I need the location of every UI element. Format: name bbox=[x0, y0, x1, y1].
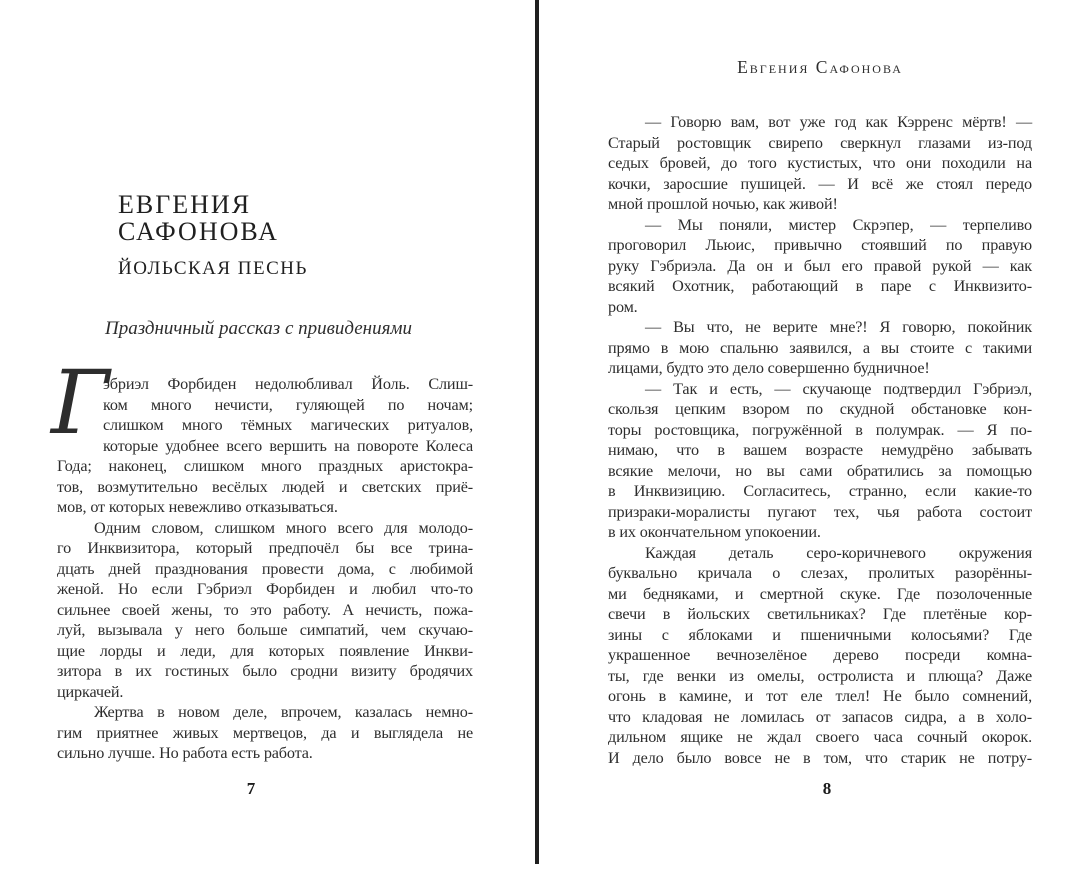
text-line: которые удобнее всего вершить на повороте Колеса bbox=[103, 436, 473, 455]
text-line: ми бедняками, и смертной скуке. Где позолоченные bbox=[608, 584, 1032, 603]
text-line: огонь в камине, и тот еле тлел! Не было сомнений, bbox=[608, 687, 1032, 705]
author-name-line1: ЕВГЕНИЯ bbox=[118, 190, 252, 219]
text-line: призраки-моралисты пугают тех, чья работа состоит bbox=[608, 502, 1032, 521]
text-line: Жертва в новом деле, впрочем, казалась немно- bbox=[94, 703, 473, 721]
text-line: — Говорю вам, вот уже год как Кэрренс мёртв! — bbox=[645, 113, 1032, 131]
text-line: эбриэл Форбиден недолюбливал Йоль. Слиш- bbox=[103, 375, 473, 393]
text-line: щие лорды и леди, для которых появление Инкви- bbox=[57, 641, 473, 660]
text-line: — Вы что, не верите мне?! Я говорю, покойник bbox=[645, 318, 1032, 336]
paragraph bbox=[57, 518, 473, 703]
story-subtitle: Праздничный рассказ с привидениями bbox=[105, 318, 413, 339]
paragraph bbox=[608, 215, 1032, 318]
book-page-right bbox=[539, 0, 1075, 869]
text-line: сильно лучше. Но работа есть работа. bbox=[57, 744, 313, 762]
text-line: — Мы поняли, мистер Скрэпер, — терпеливо bbox=[645, 215, 1032, 234]
text-line: всякие мелочи, но вы сами обратились за помощью bbox=[608, 461, 1032, 480]
text-line: скользя цепким взором по скудной обстановке кон- bbox=[608, 400, 1032, 418]
paragraph bbox=[608, 379, 1032, 543]
text-line: руку Гэбриэла. Да он и был его правой рукой — как bbox=[608, 256, 1032, 275]
text-line: тов, возмутительно весёлых людей и светских приё- bbox=[57, 477, 473, 496]
text-line: торы ростовщика, погружённой в полумрак. — Я по- bbox=[608, 420, 1032, 439]
text-line: мной прошлой ночью, как живой! bbox=[608, 195, 838, 213]
text-line: слишком много тёмных магических ритуалов, bbox=[103, 416, 473, 434]
text-line: буквально кричала о слезах, пролитых разорённы- bbox=[608, 564, 1032, 582]
paragraph bbox=[57, 702, 473, 764]
drop-cap-initial: Г bbox=[51, 351, 110, 454]
text-line: прямо в мою спальню заявился, а вы стоите с такими bbox=[608, 338, 1032, 357]
text-line: лицами, будто это дело совершенно будничное! bbox=[608, 359, 930, 377]
text-line: всякий Охотник, работающий в паре с Инквизито- bbox=[608, 277, 1032, 295]
text-line: кочки, заросшие пушицей. — И всё же стоял передо bbox=[608, 174, 1032, 193]
running-header-author: Евгения Сафонова bbox=[737, 57, 903, 77]
left-page-body-text bbox=[51, 351, 473, 764]
story-title: ЙОЛЬСКАЯ ПЕСНЬ bbox=[118, 258, 308, 279]
right-page-body-text bbox=[608, 112, 1032, 768]
text-line: сильнее своей жены, то это работу. А нечисть, пожа- bbox=[57, 600, 473, 619]
page-number-left: 7 bbox=[246, 779, 256, 798]
book-page-left bbox=[0, 0, 535, 869]
text-line: ром. bbox=[608, 297, 638, 316]
text-line: в их окончательном упокоении. bbox=[608, 523, 821, 541]
text-line: свечи в йольских светильниках? Где плетёные кор- bbox=[608, 605, 1032, 623]
paragraph bbox=[608, 112, 1032, 215]
text-line: украшенное вечнозелёное дерево посреди комна- bbox=[608, 646, 1032, 664]
text-line: в Инквизицию. Согласитесь, странно, если какие-то bbox=[608, 482, 1032, 500]
paragraph bbox=[608, 543, 1032, 769]
text-line: зитора в их гостиных было сродни визиту бродячих bbox=[57, 662, 473, 680]
author-name-line2: САФОНОВА bbox=[118, 217, 279, 246]
text-line: Года; наконец, слишком много праздных аристокра- bbox=[57, 457, 473, 475]
text-line: проговорил Льюис, привычно стоявший по правую bbox=[608, 236, 1032, 254]
text-line: седых бровей, до того кустистых, что они походили на bbox=[608, 154, 1032, 172]
page-number-right: 8 bbox=[822, 779, 832, 798]
paragraph bbox=[608, 317, 1032, 379]
text-line: циркачей. bbox=[57, 682, 124, 701]
text-line: дильном ящике не ждал своего часа сочный окорок. bbox=[608, 728, 1032, 746]
text-line: ком много нечисти, гуляющей по ночам; bbox=[103, 395, 473, 414]
text-line: ты, где венки из омелы, остролиста и плюща? Даже bbox=[608, 666, 1032, 685]
text-line: дцать дней празднования провести дома, с любимой bbox=[57, 559, 473, 578]
text-line: Каждая деталь серо-коричневого окружения bbox=[645, 543, 1032, 562]
text-line: нимаю, что в вашем возрасте немудрёно забывать bbox=[608, 441, 1032, 459]
text-line: Одним словом, слишком много всего для молодо- bbox=[94, 518, 473, 537]
text-line: зины с яблоками и пшеничными колосьями? Где bbox=[608, 625, 1032, 644]
text-line: луй, вызывала у него больше симпатий, чем скучаю- bbox=[57, 621, 473, 639]
text-line: — Так и есть, — скучающе подтвердил Гэбриэл, bbox=[645, 379, 1032, 398]
text-line: гим приятнее живых мертвецов, да и выглядела не bbox=[57, 723, 473, 742]
text-line: Старый ростовщик свирепо сверкнул глазами из-под bbox=[608, 133, 1032, 152]
text-line: го Инквизитора, который предпочёл бы все трина- bbox=[57, 539, 473, 557]
text-line: И дело было вовсе не в том, что старик не потру- bbox=[608, 748, 1032, 767]
paragraph bbox=[51, 351, 473, 518]
text-line: мов, от которых невежливо отказываться. bbox=[57, 498, 338, 516]
text-line: что кладовая не ломилась от запасов сидра, а в холо- bbox=[608, 707, 1032, 726]
text-line: женой. Но если Гэбриэл Форбиден и любил что-то bbox=[57, 580, 473, 598]
